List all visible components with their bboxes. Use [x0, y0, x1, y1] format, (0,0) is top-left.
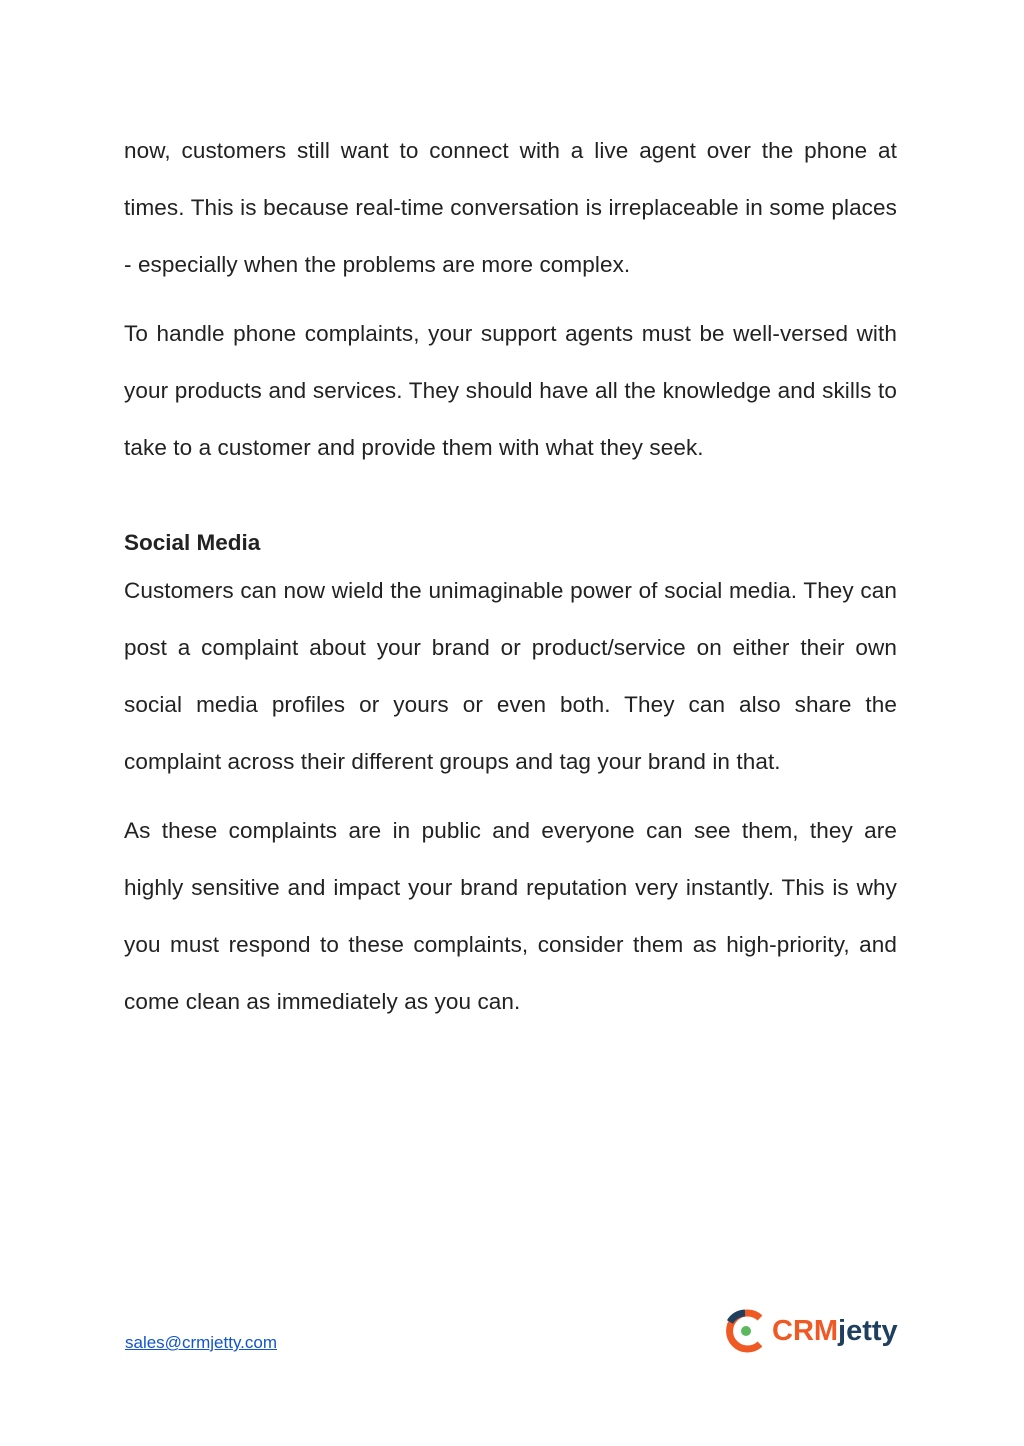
crmjetty-logo-icon	[722, 1308, 768, 1354]
footer-email-link[interactable]: sales@crmjetty.com	[125, 1333, 278, 1352]
logo-wordmark	[772, 1315, 898, 1348]
brand-logo	[722, 1306, 898, 1356]
paragraph: Customers can now wield the unimaginable power of social media. They can post a complaint about your brand or product/service on either their own social media profiles or yours or even both. They can also share the complaint across their different groups and tag your brand in that.	[124, 578, 897, 774]
logo-text-crm: CRM	[772, 1314, 839, 1347]
paragraph: To handle phone complaints, your support agents must be well-versed with your products and services. They should have all the knowledge and skills to take to a customer and provide them with what they seek.	[124, 321, 897, 460]
logo-text-jetty: jetty	[838, 1314, 898, 1347]
paragraph: As these complaints are in public and everyone can see them, they are highly sensitive and impact your brand reputation very instantly. This is why you must respond to these complaints, consider them as high-priority, and come clean as immediately as you can.	[124, 818, 897, 1014]
section-heading: Social Media	[124, 530, 261, 555]
paragraph: now, customers still want to connect with a live agent over the phone at times. This is because real-time conversation is irreplaceable in some places - especially when the problems are more complex.	[124, 138, 897, 277]
document-body	[124, 122, 897, 1030]
